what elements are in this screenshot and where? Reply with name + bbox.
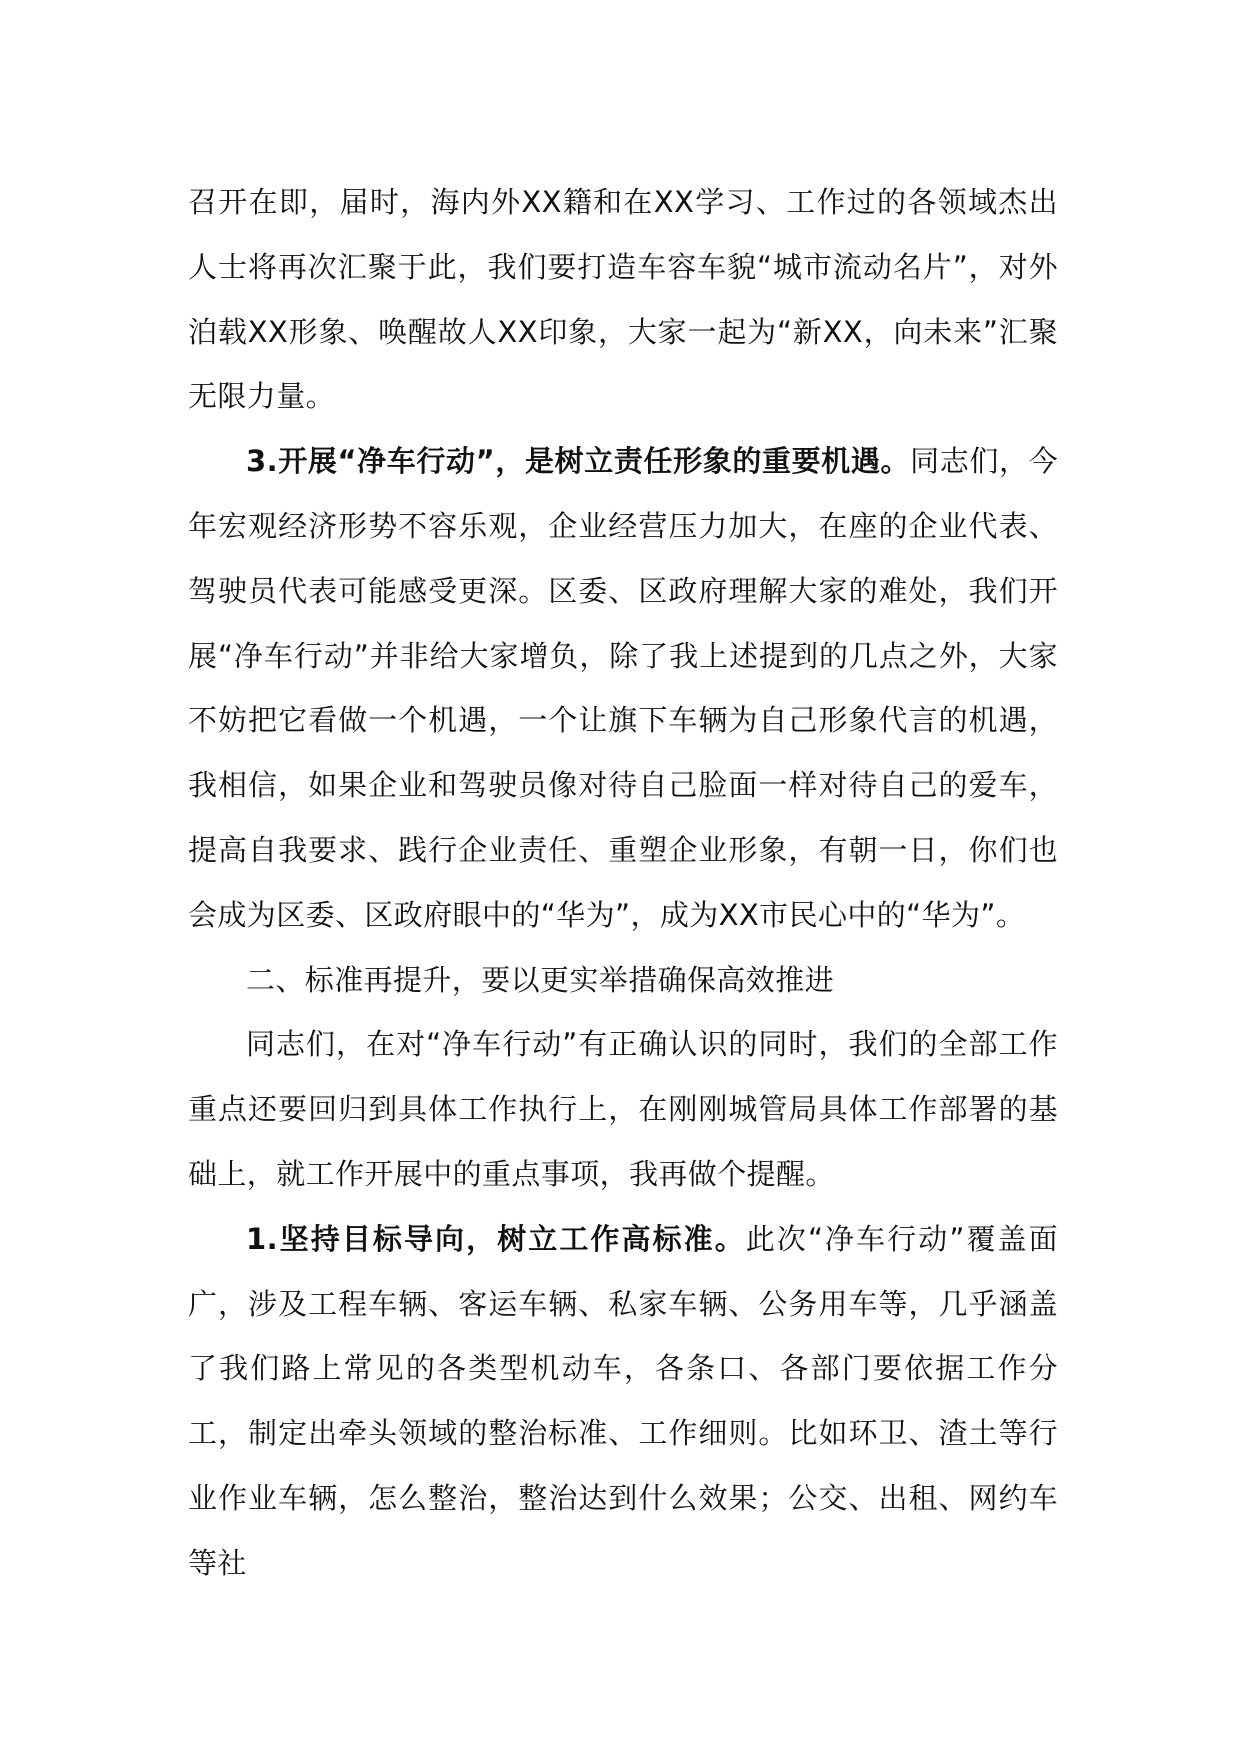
paragraph-lead-heading: 1.坚持目标导向，树立工作高标准。 — [246, 1221, 746, 1256]
paragraph-text: 同志们，在对“净车行动”有正确认识的同时，我们的全部工作重点还要回归到具体工作执行上，在刚刚城管局具体工作部署的基础上，就工作开展中的重点事项，我再做个提醒。 — [188, 1027, 1058, 1191]
paragraph-text: 同志们，今年宏观经济形势不容乐观，企业经营压力加大，在座的企业代表、驾驶员代表可能感受更深。区委、区政府理解大家的难处，我们开展“净车行动”并非给大家增负，除了我上述提到的几点之外，大家不妨把它看做一个机遇，一个让旗下车辆为自己形象代言的机遇，我相信，如果企业和驾驶员像对待自己脸面一样对待自己的爱车，提高自我要求、践行企业责任、重塑企业形象，有朝一日，你们也会成为区委、区政府眼中的“华为”，成为XX市民心中的“华为”。 — [188, 444, 1058, 932]
paragraph-text: 此次“净车行动”覆盖面广，涉及工程车辆、客运车辆、私家车辆、公务用车等，几乎涵盖了我们路上常见的各类型机动车，各条口、各部门要依据工作分工，制定出牵头领域的整治标准、工作细则。比如环卫、渣土等行业作业车辆，怎么整治，整治达到什么效果；公交、出租、网约车等社 — [188, 1221, 1058, 1580]
section-heading-text: 二、标准再提升，要以更实举措确保高效推进 — [246, 962, 835, 997]
paragraph-5 — [188, 1207, 1058, 1596]
paragraph-1 — [188, 170, 1058, 429]
paragraph-4 — [188, 1012, 1058, 1206]
paragraph-text: 召开在即，届时，海内外XX籍和在XX学习、工作过的各领域杰出人士将再次汇聚于此，我们要打造车容车貌“城市流动名片”，对外泊载XX形象、唤醒故人XX印象，大家一起为“新XX，向未来”汇聚无限力量。 — [188, 185, 1058, 414]
paragraph-2 — [188, 429, 1058, 947]
section-heading — [188, 948, 1058, 1013]
document-body — [188, 170, 1058, 1596]
paragraph-lead-heading: 3.开展“净车行动”，是树立责任形象的重要机遇。 — [246, 444, 911, 479]
